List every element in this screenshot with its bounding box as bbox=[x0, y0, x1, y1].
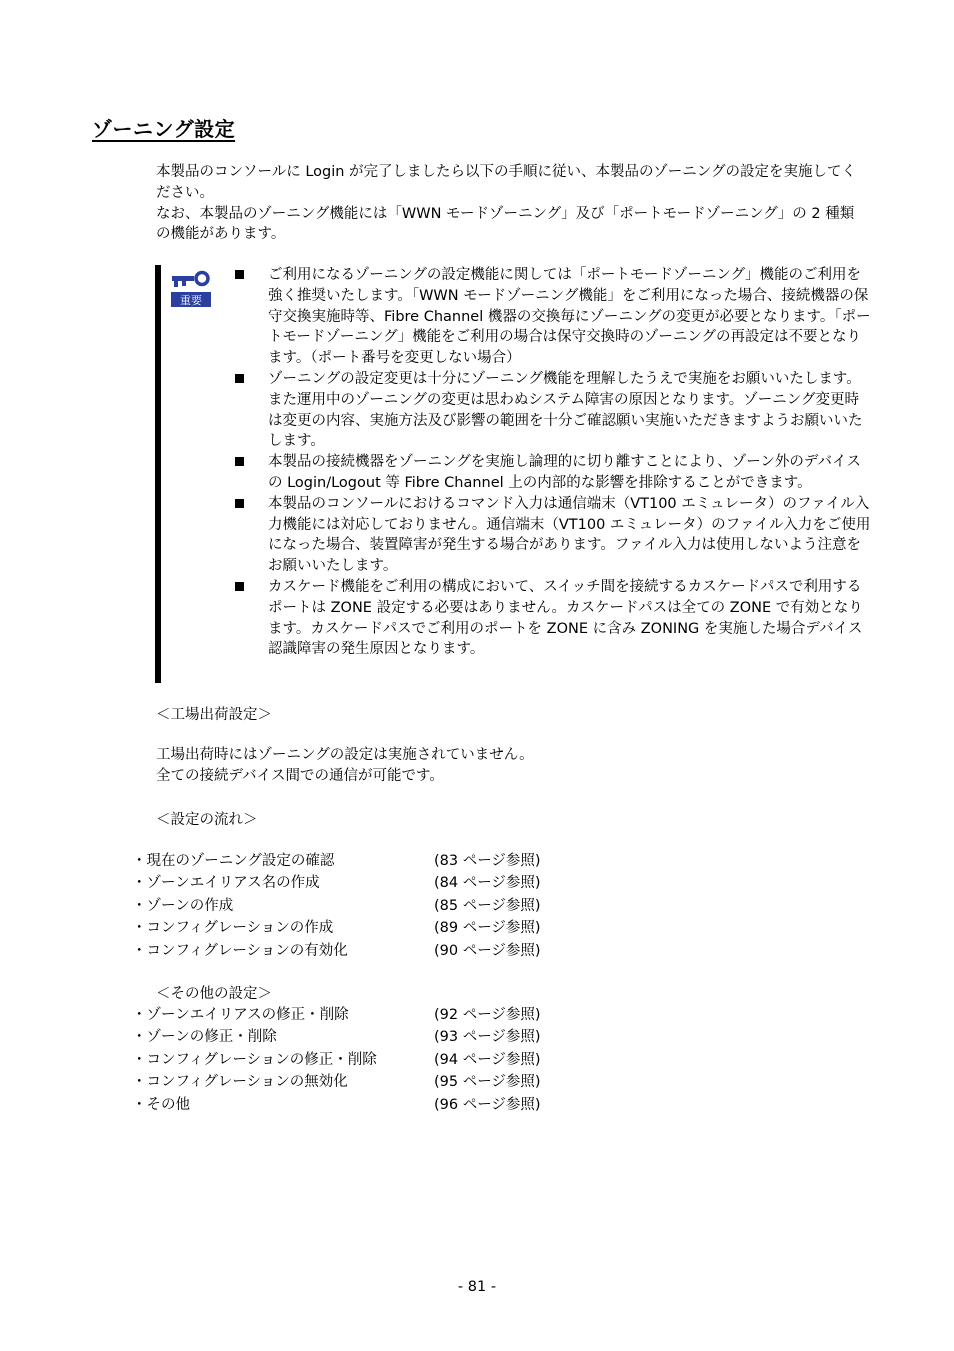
intro-paragraph-1: 本製品のコンソールに Login が完了しましたら以下の手順に従い、本製品のゾーニングの設定を実施してください。 bbox=[156, 164, 856, 201]
notice-text: ご利用になるゾーニングの設定機能に関しては「ポートモードゾーニング」機能のご利用を強く推奨いたします。「WWN モードゾーニング機能」をご利用になった場合、接続機器の保守交換実施時等、Fibre Channel 機器の交換毎にゾーニングの変更が必要となります。「ポートモードゾーニング」機能をご利用の場合は保守交換時のゾーニングの再設定は不要となります。（ポート番号を変更しない場合） bbox=[268, 267, 871, 367]
other-heading: ＜その他の設定＞ bbox=[156, 986, 272, 1002]
page-reference: (85 ページ参照) bbox=[434, 897, 541, 914]
list-item bbox=[132, 1071, 541, 1093]
list-item bbox=[132, 850, 541, 872]
factory-heading: ＜工場出荷設定＞ bbox=[156, 707, 272, 723]
step-label: ・その他 bbox=[132, 1096, 190, 1113]
notice-item bbox=[233, 577, 873, 660]
intro-text bbox=[156, 162, 868, 245]
notice-bar bbox=[155, 265, 161, 683]
page-reference: (95 ページ参照) bbox=[434, 1074, 541, 1091]
notice-item bbox=[233, 494, 873, 577]
page-title: ゾーニング設定 bbox=[92, 117, 236, 141]
page-reference: (92 ページ参照) bbox=[434, 1007, 541, 1023]
step-label: ・コンフィグレーションの作成 bbox=[132, 920, 334, 937]
flow-list bbox=[132, 850, 541, 962]
bullet-square-icon bbox=[235, 582, 244, 591]
page-reference: (96 ページ参照) bbox=[434, 1096, 541, 1113]
list-item bbox=[132, 917, 541, 939]
list-item bbox=[132, 1004, 541, 1026]
list-item bbox=[132, 1026, 541, 1048]
important-notice-icon bbox=[170, 270, 212, 310]
intro-paragraph-2: なお、本製品のゾーニング機能には「WWN モードゾーニング」及び「ポートモードゾーニング」の 2 種類の機能があります。 bbox=[156, 205, 855, 243]
list-item bbox=[132, 895, 541, 917]
bullet-square-icon bbox=[235, 457, 244, 466]
factory-line-2: 全ての接続デバイス間での通信が可能です。 bbox=[156, 767, 444, 784]
notice-text: 本製品の接続機器をゾーニングを実施し論理的に切り離すことにより、ゾーン外のデバイスの Login/Logout 等 Fibre Channel 上の内部的な影響を排除することができます。 bbox=[268, 454, 861, 491]
page-reference: (94 ページ参照) bbox=[434, 1051, 541, 1068]
notice-item bbox=[233, 369, 873, 452]
notice-text: 本製品のコンソールにおけるコマンド入力は通信端末（VT100 エミュレータ）のファイル入力機能には対応しておりません。通信端末（VT100 エミュレータ）のファイル入力をご使用になった場合、装置障害が発生する場合があります。ファイル入力は使用しないよう注意をお願いいたします。 bbox=[268, 495, 871, 575]
list-item bbox=[132, 1094, 541, 1116]
bullet-square-icon bbox=[235, 499, 244, 508]
notice-item bbox=[233, 452, 873, 494]
notice-text: ゾーニングの設定変更は十分にゾーニング機能を理解したうえで実施をお願いいたします。また運用中のゾーニングの変更は思わぬシステム障害の原因となります。ゾーニング変更時は変更の内容、実施方法及び影響の範囲を十分ご確認願い実施いただきますようお願いいたします。 bbox=[268, 370, 863, 450]
step-label: ・コンフィグレーションの修正・削除 bbox=[132, 1051, 377, 1068]
step-label: ・ゾーンエイリアスの修正・削除 bbox=[132, 1007, 349, 1023]
step-label: ・現在のゾーニング設定の確認 bbox=[132, 853, 335, 869]
page-reference: (83 ページ参照) bbox=[434, 853, 541, 869]
notice-list bbox=[233, 265, 873, 660]
step-label: ・ゾーンエイリアス名の作成 bbox=[132, 875, 320, 892]
badge-label: 重要 bbox=[180, 294, 202, 307]
page-reference: (84 ページ参照) bbox=[434, 875, 541, 892]
flow-heading: ＜設定の流れ＞ bbox=[156, 812, 258, 828]
list-item bbox=[132, 1049, 541, 1071]
page-reference: (93 ページ参照) bbox=[434, 1029, 541, 1046]
page-number: - 81 - bbox=[457, 1279, 497, 1295]
notice-text: カスケード機能をご利用の構成において、スイッチ間を接続するカスケードパスで利用するポートは ZONE 設定する必要はありません。カスケードパスは全ての ZONE で有効となります。カスケードパスでご利用のポートを ZONE に含み ZONING を実施した場合デバイス認識障害の発生原因となります。 bbox=[268, 578, 863, 658]
page-reference: (90 ページ参照) bbox=[434, 942, 541, 959]
factory-line-1: 工場出荷時にはゾーニングの設定は実施されていません。 bbox=[156, 747, 534, 763]
bullet-square-icon bbox=[235, 374, 244, 383]
page-reference: (89 ページ参照) bbox=[434, 920, 541, 937]
key-icon bbox=[170, 270, 212, 310]
bullet-square-icon bbox=[235, 270, 244, 279]
notice-item bbox=[233, 265, 873, 369]
step-label: ・コンフィグレーションの無効化 bbox=[132, 1074, 348, 1091]
step-label: ・ゾーンの修正・削除 bbox=[132, 1029, 277, 1046]
list-item bbox=[132, 940, 541, 962]
step-label: ・コンフィグレーションの有効化 bbox=[132, 942, 348, 959]
other-list bbox=[132, 1004, 541, 1116]
list-item bbox=[132, 872, 541, 894]
step-label: ・ゾーンの作成 bbox=[132, 897, 234, 914]
factory-text bbox=[156, 745, 868, 787]
